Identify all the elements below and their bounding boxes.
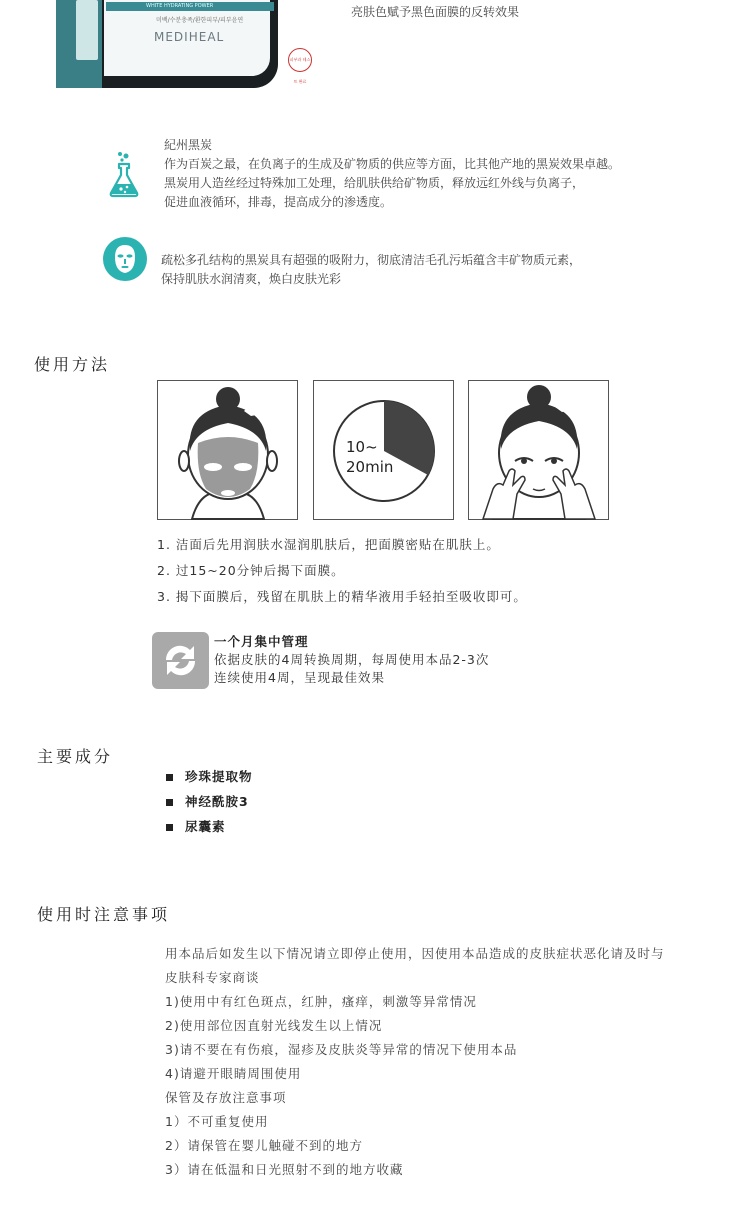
step-apply-mask-illustration: [157, 380, 298, 520]
timer-label-line2: 20min: [346, 458, 394, 476]
charcoal-line: 黑炭用人造丝经过特殊加工处理，给肌肤供给矿物质，释放远红外线与负离子，: [164, 176, 585, 190]
step-wait-timer-illustration: [313, 380, 454, 520]
refresh-cycle-icon: [152, 632, 209, 689]
timer-label: [346, 437, 393, 477]
product-package-image: [56, 0, 311, 88]
ingredient-item: [166, 814, 253, 839]
bullet-square-icon: [166, 774, 173, 781]
usage-step: 1. 洁面后先用润肤水湿润肌肤后，把面膜密贴在肌肤上。: [157, 537, 500, 552]
cycle-text: [214, 633, 489, 687]
storage-line: 3）请在低温和日光照射不到的地方收藏: [165, 1162, 404, 1177]
ingredients-heading: 主要成分: [37, 747, 114, 766]
ingredient-label: 珍珠提取物: [185, 769, 253, 784]
caution-line: 皮肤科专家商谈: [165, 970, 260, 985]
package-strip: WHITE HYDRATING POWER: [106, 2, 274, 11]
storage-line: 1）不可重复使用: [165, 1114, 269, 1129]
ingredients-list: [166, 764, 253, 839]
porous-description: [161, 251, 581, 289]
certification-stamp: 피부과 테스트 완료: [288, 48, 312, 72]
charcoal-description: [164, 136, 620, 212]
package-teal-edge: [56, 0, 102, 88]
storage-line: 2）请保管在婴儿触碰不到的地方: [165, 1138, 363, 1153]
bullet-square-icon: [166, 799, 173, 806]
caution-line: 4)请避开眼睛周围使用: [165, 1066, 302, 1081]
ingredient-label: 神经酰胺3: [185, 794, 249, 809]
top-caption: 亮肤色赋予黑色面膜的反转效果: [351, 5, 520, 19]
ingredient-item: [166, 789, 253, 814]
porous-line: 保持肌肤水润清爽，焕白皮肤光彩: [161, 272, 342, 286]
package-korean-text: 미백/수분충족/환한피부/피부윤연: [156, 17, 244, 24]
charcoal-line: 作为百炭之最，在负离子的生成及矿物质的供应等方面，比其他产地的黑炭效果卓越。: [164, 157, 621, 171]
storage-heading: 保管及存放注意事项: [165, 1090, 287, 1105]
charcoal-line: 促进血液循环，排毒，提高成分的渗透度。: [164, 195, 393, 209]
cycle-title: 一个月集中管理: [214, 634, 309, 649]
cycle-line: 连续使用4周，呈现最佳效果: [214, 670, 385, 685]
ingredient-item: [166, 764, 253, 789]
timer-label-line1: 10~: [346, 438, 378, 456]
charcoal-title: 紀州黑炭: [164, 138, 213, 152]
caution-line: 用本品后如发生以下情况请立即停止使用，因使用本品造成的皮肤症状恶化请及时与: [165, 946, 665, 961]
brand-logo: MEDIHEAL: [154, 30, 225, 44]
cycle-line: 依据皮肤的4周转换周期，每周使用本品2-3次: [214, 652, 490, 667]
usage-step: 2. 过15~20分钟后揭下面膜。: [157, 563, 345, 578]
cautions-list: [165, 942, 665, 1182]
bullet-square-icon: [166, 824, 173, 831]
caution-line: 1)使用中有红色斑点，红肿，瘙痒，刺激等异常情况: [165, 994, 477, 1009]
usage-heading: 使用方法: [34, 355, 111, 374]
ingredient-label: 尿囊素: [185, 819, 226, 834]
step-pat-skin-illustration: [468, 380, 609, 520]
usage-step: 3. 揭下面膜后，残留在肌肤上的精华液用手轻拍至吸收即可。: [157, 589, 527, 604]
porous-line: 疏松多孔结构的黑炭具有超强的吸附力，彻底清洁毛孔污垢蕴含丰矿物质元素，: [161, 253, 582, 267]
usage-steps: [157, 532, 527, 610]
caution-line: 2)使用部位因直射光线发生以上情况: [165, 1018, 383, 1033]
face-mask-icon: [102, 236, 148, 282]
caution-line: 3)请不要在有伤痕，湿疹及皮肤炎等异常的情况下使用本品: [165, 1042, 518, 1057]
flask-icon: [106, 150, 142, 198]
cautions-heading: 使用时注意事项: [37, 905, 171, 924]
